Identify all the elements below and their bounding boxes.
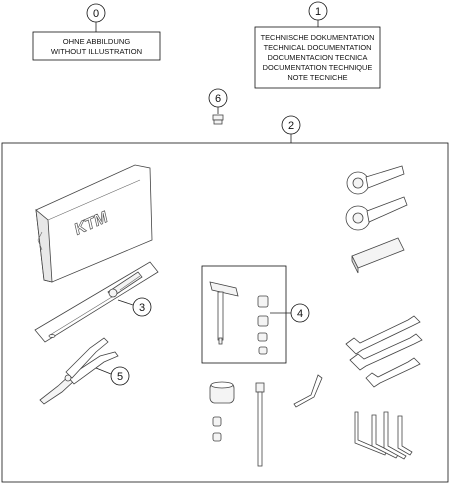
callout-3-number: 3 <box>138 302 146 314</box>
callout-2[interactable] <box>282 116 300 134</box>
box0-line1: OHNE ABBILDUNG <box>62 37 131 46</box>
box1-line5: NOTE TECNICHE <box>287 73 348 82</box>
callout-6[interactable] <box>209 89 227 107</box>
small-plug-part <box>213 115 223 124</box>
socket-set-box <box>202 266 286 363</box>
callout-1[interactable] <box>309 2 327 20</box>
t-handle-wrench <box>210 282 238 344</box>
hex-key-small <box>294 375 322 407</box>
socket-inserts <box>258 296 268 354</box>
callout-1-number: 1 <box>314 6 322 18</box>
technical-documentation-box <box>255 27 380 88</box>
hex-key-set <box>355 412 412 459</box>
callout-5[interactable] <box>111 367 129 385</box>
socket-large <box>210 382 234 403</box>
box1-line2: TECHNICAL DOCUMENTATION <box>263 43 372 52</box>
box0-line2: WITHOUT ILLUSTRATION <box>50 47 143 56</box>
callout-5-number: 5 <box>116 371 124 383</box>
box1-line4: DOCUMENTATION TECHNIQUE <box>262 63 373 72</box>
callout-2-number: 2 <box>287 120 295 132</box>
rubber-block <box>352 238 404 273</box>
callout-4-number: 4 <box>296 308 304 320</box>
ring-spanner-2 <box>346 197 407 230</box>
pliers <box>40 338 118 404</box>
tool-pouch <box>36 165 152 282</box>
extension-bar <box>256 383 264 466</box>
small-sockets <box>213 417 221 441</box>
pouch-logo-text: KTM <box>71 209 111 239</box>
callout-4[interactable] <box>291 304 309 322</box>
box1-line3: DOCUMENTACION TECNICA <box>267 53 368 62</box>
callout-3[interactable] <box>133 298 151 316</box>
callout-0[interactable] <box>87 4 105 22</box>
ring-spanner-1 <box>347 166 404 194</box>
without-illustration-box <box>33 32 160 60</box>
callout-6-number: 6 <box>214 93 222 105</box>
open-end-wrench-1 <box>346 316 420 354</box>
callout-0-number: 0 <box>92 8 100 20</box>
box1-line1: TECHNISCHE DOKUMENTATION <box>260 33 375 42</box>
